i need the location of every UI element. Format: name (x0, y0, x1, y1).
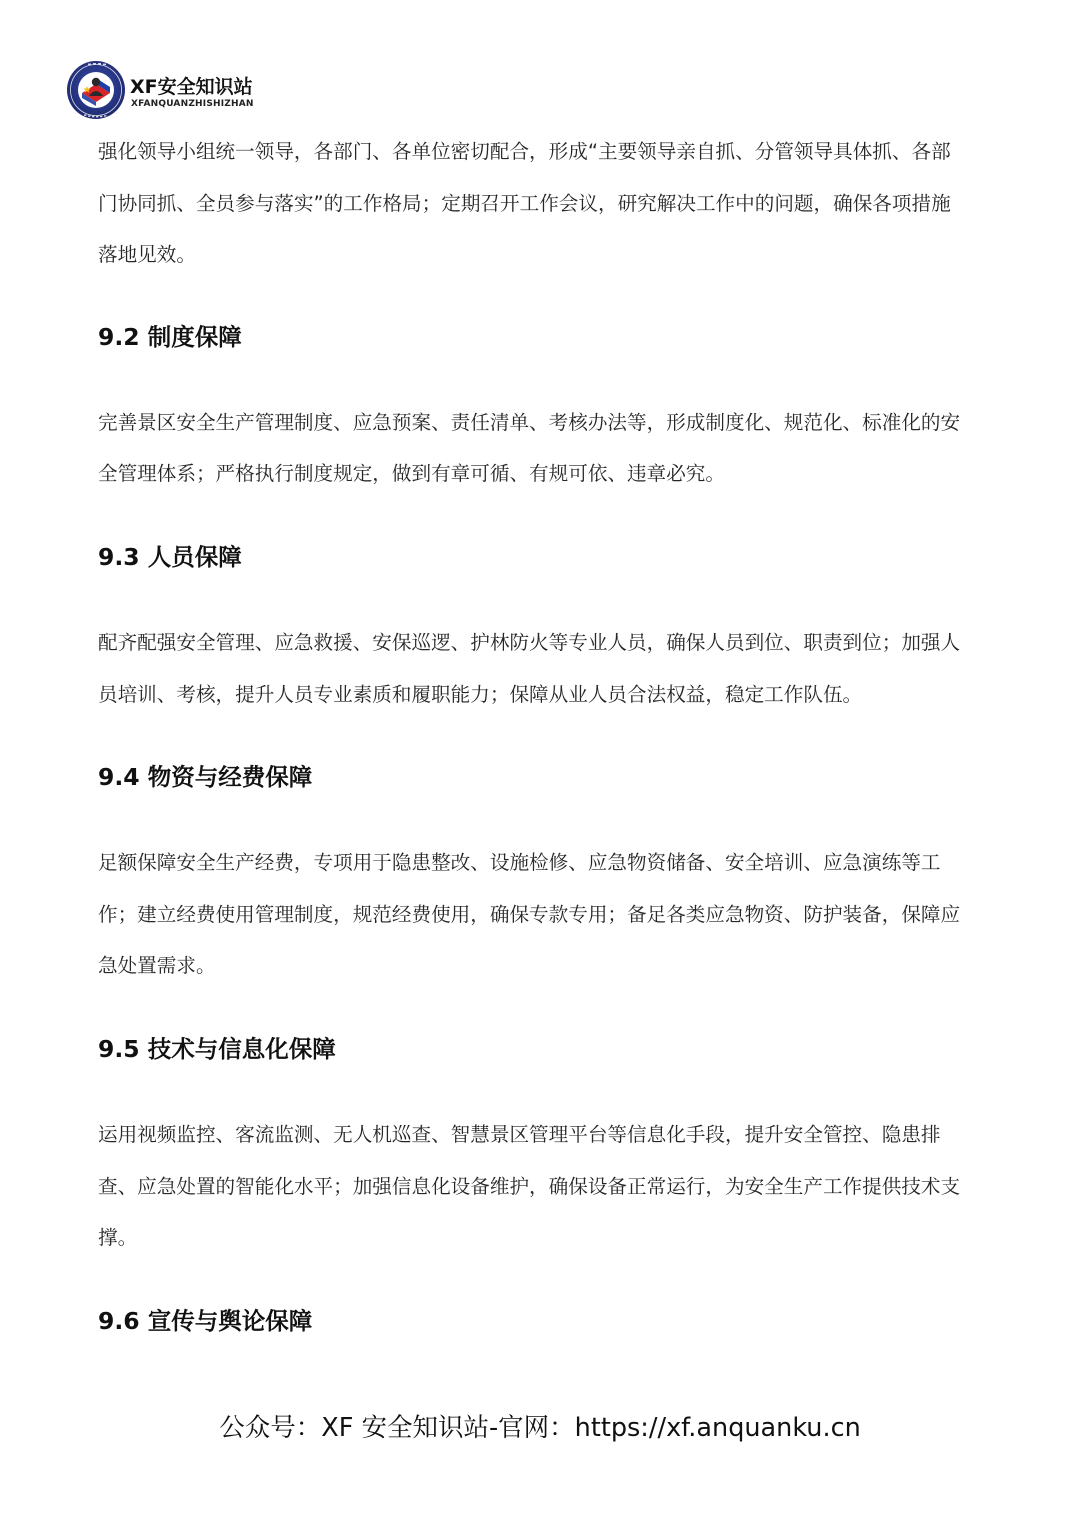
paragraph-line: 门协同抓、全员参与落实”的工作格局；定期召开工作会议，研究解决工作中的问题，确保各项措施 (98, 191, 951, 215)
section-9-6 (98, 1306, 984, 1336)
paragraph-line: 落地见效。 (98, 243, 196, 267)
paragraph-line: 撑。 (98, 1226, 138, 1250)
paragraph-line: 足额保障安全生产经费，专项用于隐患整改、设施检修、应急物资储备、安全培训、应急演练等工 (98, 851, 941, 875)
section-heading: 9.4 物资与经费保障 (98, 763, 313, 792)
paragraph-line: 员培训、考核，提升人员专业素质和履职能力；保障从业人员合法权益，稳定工作队伍。 (98, 682, 863, 706)
paragraph-line: 作；建立经费使用管理制度，规范经费使用，确保专款专用；备足各类应急物资、防护装备，保障应 (98, 902, 961, 926)
section-heading: 9.3 人员保障 (98, 542, 242, 571)
paragraph-line: 强化领导小组统一领导，各部门、各单位密切配合，形成“主要领导亲自抓、分管领导具体抓、各部 (98, 140, 951, 163)
logo-title: XF安全知识站 (130, 76, 253, 98)
paragraph-line: 完善景区安全生产管理制度、应急预案、责任清单、考核办法等，形成制度化、规范化、标准化的安 (98, 410, 961, 434)
section-9-4 (98, 762, 984, 992)
paragraph-line: 配齐配强安全管理、应急救援、安保巡逻、护林防火等专业人员，确保人员到位、职责到位；加强人 (98, 630, 961, 654)
xf-badge-logo-icon (66, 60, 126, 120)
section-heading: 9.2 制度保障 (98, 322, 242, 351)
section-9-2 (98, 322, 984, 500)
document-body (98, 126, 984, 1336)
paragraph-line: 运用视频监控、客流监测、无人机巡查、智慧景区管理平台等信息化手段，提升安全管控、隐患排 (98, 1122, 941, 1146)
logo-subtitle: XFANQUANZHISHIZHAN (131, 99, 254, 109)
paragraph-line: 急处置需求。 (98, 954, 216, 978)
section-9-5 (98, 1034, 984, 1264)
section-heading: 9.6 宣传与舆论保障 (98, 1306, 313, 1335)
paragraph-line: 全管理体系；严格执行制度规定，做到有章可循、有规可依、违章必究。 (98, 462, 725, 486)
page-footer: 公众号：XF 安全知识站-官网：https://xf.anquanku.cn (219, 1413, 861, 1443)
section-heading: 9.5 技术与信息化保障 (98, 1034, 336, 1063)
section-9-3 (98, 542, 984, 720)
intro-paragraph (98, 126, 984, 281)
paragraph-line: 查、应急处置的智能化水平；加强信息化设备维护，确保设备正常运行，为安全生产工作提供技术支 (98, 1174, 961, 1198)
site-logo (66, 60, 276, 126)
